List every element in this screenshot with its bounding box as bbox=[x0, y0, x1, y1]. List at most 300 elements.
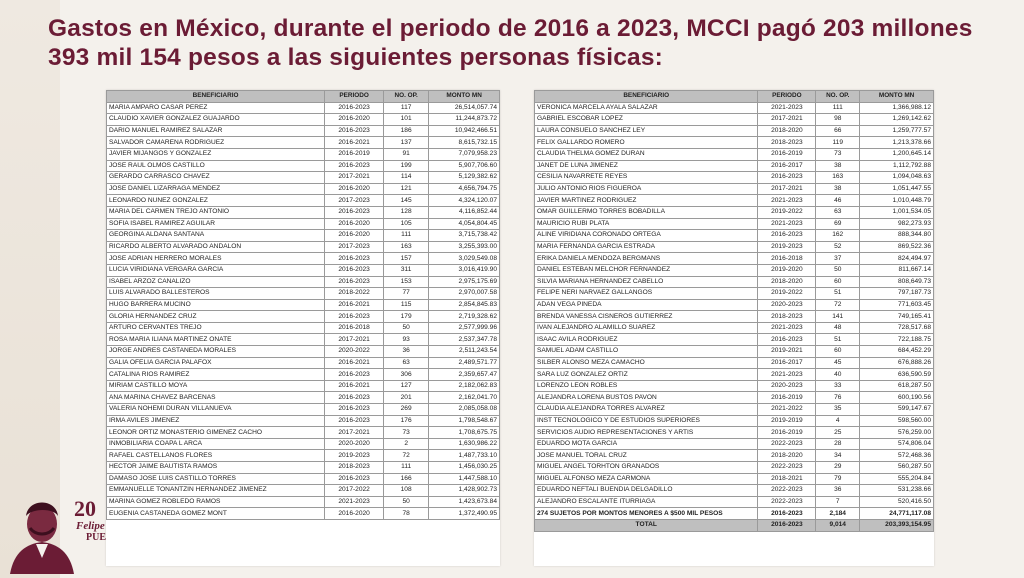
header-beneficiario: BENEFICIARIO bbox=[107, 91, 325, 103]
table-row bbox=[535, 183, 934, 195]
table-row bbox=[535, 427, 934, 439]
header-periodo: PERIODO bbox=[325, 91, 384, 103]
header-periodo: PERIODO bbox=[758, 91, 816, 103]
table-row bbox=[107, 218, 500, 230]
cell-no-op: 145 bbox=[384, 195, 429, 207]
table-row bbox=[107, 473, 500, 485]
table-row bbox=[107, 276, 500, 288]
cell-periodo: 2021-2023 bbox=[758, 322, 816, 334]
cell-periodo: 2016-2023 bbox=[325, 160, 384, 172]
table-row bbox=[535, 206, 934, 218]
table-row bbox=[107, 195, 500, 207]
cell-periodo: 2022-2023 bbox=[758, 462, 816, 474]
logo-line1: Felipe bbox=[76, 520, 105, 532]
cell-beneficiario: BRENDA VANESSA CISNEROS GUTIERREZ bbox=[535, 311, 758, 323]
cell-periodo: 2022-2023 bbox=[758, 496, 816, 508]
cell-monto: 1,372,490.95 bbox=[429, 508, 500, 520]
table-row bbox=[535, 462, 934, 474]
cell-monto: 574,806.04 bbox=[860, 438, 934, 450]
cell-no-op: 128 bbox=[384, 206, 429, 218]
cell-monto: 2,970,007.58 bbox=[429, 288, 500, 300]
cell-no-op: 127 bbox=[384, 380, 429, 392]
cell-monto: 203,393,154.95 bbox=[860, 519, 934, 531]
cell-monto: 636,590.59 bbox=[860, 369, 934, 381]
table-row bbox=[535, 218, 934, 230]
header-no-op: NO. OP. bbox=[816, 91, 860, 103]
cell-no-op: 77 bbox=[384, 288, 429, 300]
cell-monto: 1,269,142.62 bbox=[860, 114, 934, 126]
cell-periodo: 2018-2023 bbox=[758, 137, 816, 149]
cell-monto: 5,907,706.60 bbox=[429, 160, 500, 172]
cell-no-op: 111 bbox=[384, 462, 429, 474]
cell-periodo: 2016-2018 bbox=[758, 253, 816, 265]
table-row bbox=[535, 241, 934, 253]
cell-no-op: 38 bbox=[816, 160, 860, 172]
cell-beneficiario: ERIKA DANIELA MENDOZA BERGMANS bbox=[535, 253, 758, 265]
cell-no-op: 91 bbox=[384, 148, 429, 160]
logo-number: 20 bbox=[74, 496, 96, 521]
cell-beneficiario: SAMUEL ADAM CASTILLO bbox=[535, 346, 758, 358]
table-row bbox=[107, 311, 500, 323]
table-row bbox=[107, 346, 500, 358]
table-row bbox=[535, 195, 934, 207]
cell-no-op: 50 bbox=[384, 322, 429, 334]
cell-periodo: 2016-2023 bbox=[325, 206, 384, 218]
table-row bbox=[107, 427, 500, 439]
cell-periodo: 2019-2022 bbox=[758, 288, 816, 300]
cell-monto: 749,165.41 bbox=[860, 311, 934, 323]
table-row bbox=[535, 276, 934, 288]
cell-beneficiario: LUCIA VIRIDIANA VERGARA GARCIA bbox=[107, 264, 325, 276]
cell-no-op: 38 bbox=[816, 183, 860, 195]
table-row bbox=[107, 438, 500, 450]
cell-monto: 2,085,058.08 bbox=[429, 404, 500, 416]
table-row bbox=[535, 473, 934, 485]
cell-beneficiario: CLAUDIO XAVIER GONZALEZ GUAJARDO bbox=[107, 114, 325, 126]
cell-monto: 4,656,794.75 bbox=[429, 183, 500, 195]
cell-beneficiario: DANIEL ESTEBAN MELCHOR FERNANDEZ bbox=[535, 264, 758, 276]
cell-no-op: 153 bbox=[384, 276, 429, 288]
cell-periodo: 2018-2021 bbox=[758, 473, 816, 485]
table-row bbox=[535, 172, 934, 184]
cell-no-op: 119 bbox=[816, 137, 860, 149]
table-row bbox=[535, 125, 934, 137]
cell-no-op: 121 bbox=[384, 183, 429, 195]
cell-beneficiario: ALINE VIRIDIANA CORONADO ORTEGA bbox=[535, 230, 758, 242]
table-row bbox=[107, 172, 500, 184]
cell-monto: 572,468.36 bbox=[860, 450, 934, 462]
cell-no-op: 28 bbox=[816, 438, 860, 450]
cell-periodo: 2017-2022 bbox=[325, 485, 384, 497]
cell-monto: 7,079,958.23 bbox=[429, 148, 500, 160]
cell-monto: 797,187.73 bbox=[860, 288, 934, 300]
cell-no-op: 69 bbox=[816, 218, 860, 230]
cell-monto: 888,344.80 bbox=[860, 230, 934, 242]
table-row bbox=[535, 102, 934, 114]
cell-periodo: 2016-2019 bbox=[325, 148, 384, 160]
cell-beneficiario: HECTOR JAIME BAUTISTA RAMOS bbox=[107, 462, 325, 474]
cell-monto: 4,054,804.45 bbox=[429, 218, 500, 230]
cell-monto: 618,287.50 bbox=[860, 380, 934, 392]
right-table-sheet bbox=[534, 90, 934, 566]
table-row bbox=[107, 160, 500, 172]
cell-no-op: 269 bbox=[384, 404, 429, 416]
cell-beneficiario: 274 SUJETOS POR MONTOS MENORES A $500 MIL PESOS bbox=[535, 508, 758, 520]
cell-beneficiario: SILBER ALONSO MEZA CAMACHO bbox=[535, 357, 758, 369]
cell-periodo: 2016-2019 bbox=[758, 427, 816, 439]
table-header-row bbox=[535, 91, 934, 103]
cell-beneficiario: EUGENIA CASTANEDA GOMEZ MONT bbox=[107, 508, 325, 520]
cell-periodo: 2017-2021 bbox=[758, 183, 816, 195]
cell-no-op: 51 bbox=[816, 288, 860, 300]
cell-no-op: 50 bbox=[816, 264, 860, 276]
cell-monto: 1,112,792.88 bbox=[860, 160, 934, 172]
cell-no-op: 179 bbox=[384, 311, 429, 323]
cell-no-op: 105 bbox=[384, 218, 429, 230]
cell-monto: 824,494.97 bbox=[860, 253, 934, 265]
cell-periodo: 2017-2021 bbox=[325, 334, 384, 346]
table-row bbox=[107, 102, 500, 114]
table-row bbox=[535, 322, 934, 334]
cell-no-op: 111 bbox=[384, 230, 429, 242]
cell-periodo: 2016-2021 bbox=[325, 299, 384, 311]
cell-no-op: 162 bbox=[816, 230, 860, 242]
cell-periodo: 2016-2020 bbox=[325, 508, 384, 520]
cell-monto: 2,577,999.96 bbox=[429, 322, 500, 334]
cell-beneficiario: IVAN ALEJANDRO ALAMILLO SUAREZ bbox=[535, 322, 758, 334]
cell-no-op: 51 bbox=[816, 334, 860, 346]
cell-beneficiario: OMAR GUILLERMO TORRES BOBADILLA bbox=[535, 206, 758, 218]
cell-beneficiario: LEONARDO NUNEZ GONZALEZ bbox=[107, 195, 325, 207]
cell-beneficiario: DARIO MANUEL RAMIREZ SALAZAR bbox=[107, 125, 325, 137]
cell-no-op: 163 bbox=[384, 241, 429, 253]
cell-monto: 676,888.26 bbox=[860, 357, 934, 369]
cell-beneficiario: ISAAC AVILA RODRIGUEZ bbox=[535, 334, 758, 346]
cell-monto: 808,649.73 bbox=[860, 276, 934, 288]
table-row bbox=[535, 450, 934, 462]
cell-monto: 2,511,243.54 bbox=[429, 346, 500, 358]
cell-periodo: 2016-2020 bbox=[325, 218, 384, 230]
cell-beneficiario: LUIS ALVARADO BALLESTEROS bbox=[107, 288, 325, 300]
cell-beneficiario: SALVADOR CAMARENA RODRIGUEZ bbox=[107, 137, 325, 149]
cell-no-op: 72 bbox=[384, 450, 429, 462]
cell-no-op: 73 bbox=[816, 148, 860, 160]
cell-beneficiario: ANA MARINA CHAVEZ BARCENAS bbox=[107, 392, 325, 404]
table-row bbox=[107, 264, 500, 276]
cell-no-op: 93 bbox=[384, 334, 429, 346]
cell-monto: 4,116,852.44 bbox=[429, 206, 500, 218]
cell-periodo: 2018-2022 bbox=[325, 288, 384, 300]
cell-monto: 2,854,845.83 bbox=[429, 299, 500, 311]
cell-beneficiario: MIGUEL ANGEL TORHTON GRANADOS bbox=[535, 462, 758, 474]
cell-monto: 728,517.68 bbox=[860, 322, 934, 334]
cell-no-op: 306 bbox=[384, 369, 429, 381]
table-header-row bbox=[107, 91, 500, 103]
cell-no-op: 117 bbox=[384, 102, 429, 114]
cell-monto: 1,447,588.10 bbox=[429, 473, 500, 485]
cell-no-op: 29 bbox=[816, 462, 860, 474]
page-title: Gastos en México, durante el periodo de 2016 a 2023, MCCI pagó 203 millones 393 mil 154 pesos a las siguientes personas físicas: bbox=[48, 15, 973, 71]
left-table-body bbox=[107, 102, 500, 519]
cell-monto: 684,452.29 bbox=[860, 346, 934, 358]
cell-beneficiario: GERARDO CARRASCO CHAVEZ bbox=[107, 172, 325, 184]
cell-beneficiario: ALEJANDRA LORENA BUSTOS PAVON bbox=[535, 392, 758, 404]
cell-periodo: 2020-2022 bbox=[325, 346, 384, 358]
cell-beneficiario: CLAUDIA THELMA GOMEZ DURAN bbox=[535, 148, 758, 160]
cell-no-op: 186 bbox=[384, 125, 429, 137]
cell-monto: 600,190.56 bbox=[860, 392, 934, 404]
cell-monto: 3,029,549.08 bbox=[429, 253, 500, 265]
cell-monto: 1,456,030.25 bbox=[429, 462, 500, 474]
right-payments-table bbox=[534, 90, 934, 532]
table-row bbox=[535, 380, 934, 392]
cell-monto: 2,975,175.69 bbox=[429, 276, 500, 288]
cell-periodo: 2020-2023 bbox=[758, 299, 816, 311]
table-row bbox=[535, 137, 934, 149]
table-row bbox=[535, 415, 934, 427]
cell-no-op: 60 bbox=[816, 346, 860, 358]
cell-monto: 2,359,657.47 bbox=[429, 369, 500, 381]
cell-no-op: 163 bbox=[816, 172, 860, 184]
cell-periodo: 2019-2023 bbox=[758, 241, 816, 253]
cell-monto: 982,273.93 bbox=[860, 218, 934, 230]
cell-beneficiario: IRMA AVILES JIMENEZ bbox=[107, 415, 325, 427]
left-table-sheet bbox=[106, 90, 500, 566]
cell-monto: 1,010,448.79 bbox=[860, 195, 934, 207]
cell-no-op: 63 bbox=[816, 206, 860, 218]
cell-no-op: 108 bbox=[384, 485, 429, 497]
cell-no-op: 63 bbox=[384, 357, 429, 369]
cell-no-op: 4 bbox=[816, 415, 860, 427]
table-row bbox=[535, 369, 934, 381]
cell-monto: 599,147.67 bbox=[860, 404, 934, 416]
cell-monto: 1,051,447.55 bbox=[860, 183, 934, 195]
table-row bbox=[107, 230, 500, 242]
cell-periodo: 2021-2022 bbox=[758, 404, 816, 416]
cell-beneficiario: LORENZO LEON ROBLES bbox=[535, 380, 758, 392]
cell-periodo: 2021-2023 bbox=[758, 369, 816, 381]
cell-monto: 1,798,548.67 bbox=[429, 415, 500, 427]
cell-beneficiario: CLAUDIA ALEJANDRA TORRES ALVAREZ bbox=[535, 404, 758, 416]
table-row bbox=[535, 438, 934, 450]
cell-no-op: 45 bbox=[816, 357, 860, 369]
cell-beneficiario: GALIA OFELIA GARCIA PALAFOX bbox=[107, 357, 325, 369]
cell-periodo: 2016-2017 bbox=[758, 357, 816, 369]
cell-beneficiario: MIGUEL ALFONSO MEZA CARMONA bbox=[535, 473, 758, 485]
cell-no-op: 34 bbox=[816, 450, 860, 462]
table-row bbox=[107, 253, 500, 265]
cell-monto: 5,129,382.62 bbox=[429, 172, 500, 184]
cell-no-op: 98 bbox=[816, 114, 860, 126]
cell-periodo: 2021-2023 bbox=[758, 195, 816, 207]
cell-no-op: 141 bbox=[816, 311, 860, 323]
cell-periodo: 2016-2023 bbox=[325, 102, 384, 114]
table-row bbox=[107, 415, 500, 427]
cell-no-op: 311 bbox=[384, 264, 429, 276]
cell-periodo: 2018-2023 bbox=[325, 462, 384, 474]
table-row bbox=[107, 462, 500, 474]
cell-beneficiario: JULIO ANTONIO RIOS FIGUEROA bbox=[535, 183, 758, 195]
cell-beneficiario: JOSE MANUEL TORAL CRUZ bbox=[535, 450, 758, 462]
summary-row bbox=[535, 508, 934, 520]
cell-beneficiario: EDUARDO NEFTALI BUENDIA DELGADILLO bbox=[535, 485, 758, 497]
cell-monto: 2,182,062.83 bbox=[429, 380, 500, 392]
cell-periodo: 2021-2023 bbox=[325, 496, 384, 508]
cell-periodo: 2019-2023 bbox=[325, 450, 384, 462]
cell-periodo: 2021-2023 bbox=[758, 102, 816, 114]
cell-no-op: 176 bbox=[384, 415, 429, 427]
cell-no-op: 48 bbox=[816, 322, 860, 334]
cell-beneficiario: CATALINA RIOS RAMIREZ bbox=[107, 369, 325, 381]
table-row bbox=[535, 311, 934, 323]
cell-no-op: 40 bbox=[816, 369, 860, 381]
cell-periodo: 2016-2023 bbox=[325, 276, 384, 288]
cell-beneficiario: GEORGINA ALDANA SANTANA bbox=[107, 230, 325, 242]
table-row bbox=[107, 334, 500, 346]
table-row bbox=[107, 357, 500, 369]
cell-no-op: 33 bbox=[816, 380, 860, 392]
right-table-body bbox=[535, 102, 934, 531]
cell-periodo: 2021-2023 bbox=[758, 218, 816, 230]
cell-beneficiario: ADAN VEGA PINEDA bbox=[535, 299, 758, 311]
cell-monto: 10,942,466.51 bbox=[429, 125, 500, 137]
cell-beneficiario: LEONOR ORTIZ MONASTERIO GIMENEZ CACHO bbox=[107, 427, 325, 439]
cell-beneficiario: DAMASO JOSE LUIS CASTILLO TORRES bbox=[107, 473, 325, 485]
table-row bbox=[535, 253, 934, 265]
cell-no-op: 79 bbox=[816, 473, 860, 485]
cell-no-op: 199 bbox=[384, 160, 429, 172]
cell-beneficiario: VALERIA NOHEMI DURAN VILLANUEVA bbox=[107, 404, 325, 416]
cell-beneficiario: HUGO BARRERA MUCINO bbox=[107, 299, 325, 311]
cell-no-op: 2 bbox=[384, 438, 429, 450]
cell-monto: 2,719,328.62 bbox=[429, 311, 500, 323]
cell-beneficiario: EMMANUELLE TONANTZIN HERNANDEZ JIMENEZ bbox=[107, 485, 325, 497]
cell-beneficiario: ROSA MARIA ILIANA MARTINEZ ONATE bbox=[107, 334, 325, 346]
cell-beneficiario: JORGE ANDRES CASTANEDA MORALES bbox=[107, 346, 325, 358]
cell-no-op: 50 bbox=[384, 496, 429, 508]
cell-periodo: 2016-2021 bbox=[325, 137, 384, 149]
table-row bbox=[535, 485, 934, 497]
total-row bbox=[535, 519, 934, 531]
cell-periodo: 2019-2022 bbox=[758, 206, 816, 218]
table-row bbox=[535, 392, 934, 404]
table-row bbox=[107, 392, 500, 404]
cell-no-op: 137 bbox=[384, 137, 429, 149]
cell-monto: 3,715,738.42 bbox=[429, 230, 500, 242]
header-no-op: NO. OP. bbox=[384, 91, 429, 103]
table-row bbox=[107, 508, 500, 520]
cell-periodo: 2016-2020 bbox=[325, 183, 384, 195]
cell-monto: 722,188.75 bbox=[860, 334, 934, 346]
cell-periodo: 2016-2023 bbox=[758, 334, 816, 346]
cell-beneficiario: MAURICIO RUBI PLATA bbox=[535, 218, 758, 230]
cell-no-op: 36 bbox=[384, 346, 429, 358]
logo-line2: PUE bbox=[86, 532, 106, 543]
cell-monto: 1,487,733.10 bbox=[429, 450, 500, 462]
cell-monto: 1,200,645.14 bbox=[860, 148, 934, 160]
cell-no-op: 111 bbox=[816, 102, 860, 114]
cell-no-op: 157 bbox=[384, 253, 429, 265]
cell-beneficiario: JANET DE LUNA JIMENEZ bbox=[535, 160, 758, 172]
cell-beneficiario: VERONICA MARCELA AYALA SALAZAR bbox=[535, 102, 758, 114]
cell-periodo: 2016-2023 bbox=[325, 415, 384, 427]
table-row bbox=[107, 125, 500, 137]
cell-beneficiario: CESILIA NAVARRETE REYES bbox=[535, 172, 758, 184]
cell-periodo: 2019-2020 bbox=[758, 264, 816, 276]
cell-periodo: 2017-2023 bbox=[325, 195, 384, 207]
table-row bbox=[107, 299, 500, 311]
cell-monto: 1,259,777.57 bbox=[860, 125, 934, 137]
cell-monto: 24,771,117.08 bbox=[860, 508, 934, 520]
table-row bbox=[535, 496, 934, 508]
cell-monto: 2,537,347.78 bbox=[429, 334, 500, 346]
cell-beneficiario: RICARDO ALBERTO ALVARADO ANDALON bbox=[107, 241, 325, 253]
table-row bbox=[535, 357, 934, 369]
table-row bbox=[107, 485, 500, 497]
table-row bbox=[107, 137, 500, 149]
cell-periodo: 2017-2021 bbox=[325, 427, 384, 439]
cell-no-op: 9,014 bbox=[816, 519, 860, 531]
cell-beneficiario: JOSE ADRIAN HERRERO MORALES bbox=[107, 253, 325, 265]
table-row bbox=[107, 369, 500, 381]
cell-no-op: 72 bbox=[816, 299, 860, 311]
cell-no-op: 101 bbox=[384, 114, 429, 126]
cell-periodo: 2016-2023 bbox=[325, 311, 384, 323]
cell-no-op: 7 bbox=[816, 496, 860, 508]
table-row bbox=[535, 230, 934, 242]
cell-periodo: 2018-2020 bbox=[758, 450, 816, 462]
cell-monto: 771,603.45 bbox=[860, 299, 934, 311]
cell-monto: 520,416.50 bbox=[860, 496, 934, 508]
table-row bbox=[107, 322, 500, 334]
cell-no-op: 46 bbox=[816, 195, 860, 207]
cell-periodo: 2019-2019 bbox=[758, 415, 816, 427]
cell-periodo: 2020-2020 bbox=[325, 438, 384, 450]
cell-periodo: 2016-2023 bbox=[758, 230, 816, 242]
cell-no-op: 201 bbox=[384, 392, 429, 404]
cell-monto: 1,094,048.63 bbox=[860, 172, 934, 184]
cell-periodo: 2016-2023 bbox=[325, 369, 384, 381]
cell-periodo: 2016-2023 bbox=[758, 519, 816, 531]
cell-no-op: 37 bbox=[816, 253, 860, 265]
cell-no-op: 36 bbox=[816, 485, 860, 497]
cell-periodo: 2016-2017 bbox=[758, 160, 816, 172]
cell-no-op: 166 bbox=[384, 473, 429, 485]
cell-no-op: 25 bbox=[816, 427, 860, 439]
cell-monto: 2,162,041.70 bbox=[429, 392, 500, 404]
table-row bbox=[107, 288, 500, 300]
header-monto: MONTO MN bbox=[429, 91, 500, 103]
cell-monto: 555,204.84 bbox=[860, 473, 934, 485]
cell-beneficiario: ALEJANDRO ESCALANTE ITURRIAGA bbox=[535, 496, 758, 508]
cell-periodo: 2017-2023 bbox=[325, 241, 384, 253]
cell-periodo: 2017-2021 bbox=[758, 114, 816, 126]
cell-periodo: 2016-2021 bbox=[325, 380, 384, 392]
cell-periodo: 2016-2023 bbox=[325, 264, 384, 276]
table-row bbox=[535, 404, 934, 416]
cell-monto: 1,423,673.84 bbox=[429, 496, 500, 508]
cell-beneficiario: RAFAEL CASTELLANOS FLORES bbox=[107, 450, 325, 462]
cell-beneficiario: EDUARDO MOTA GARCIA bbox=[535, 438, 758, 450]
cell-monto: 576,259.00 bbox=[860, 427, 934, 439]
cell-monto: 2,489,571.77 bbox=[429, 357, 500, 369]
cell-beneficiario: LAURA CONSUELO SANCHEZ LEY bbox=[535, 125, 758, 137]
cell-beneficiario: JAVIER MARTINEZ RODRIGUEZ bbox=[535, 195, 758, 207]
cell-beneficiario: GABRIEL ESCOBAR LOPEZ bbox=[535, 114, 758, 126]
cell-monto: 8,615,732.15 bbox=[429, 137, 500, 149]
cell-no-op: 60 bbox=[816, 276, 860, 288]
cell-periodo: 2022-2023 bbox=[758, 485, 816, 497]
